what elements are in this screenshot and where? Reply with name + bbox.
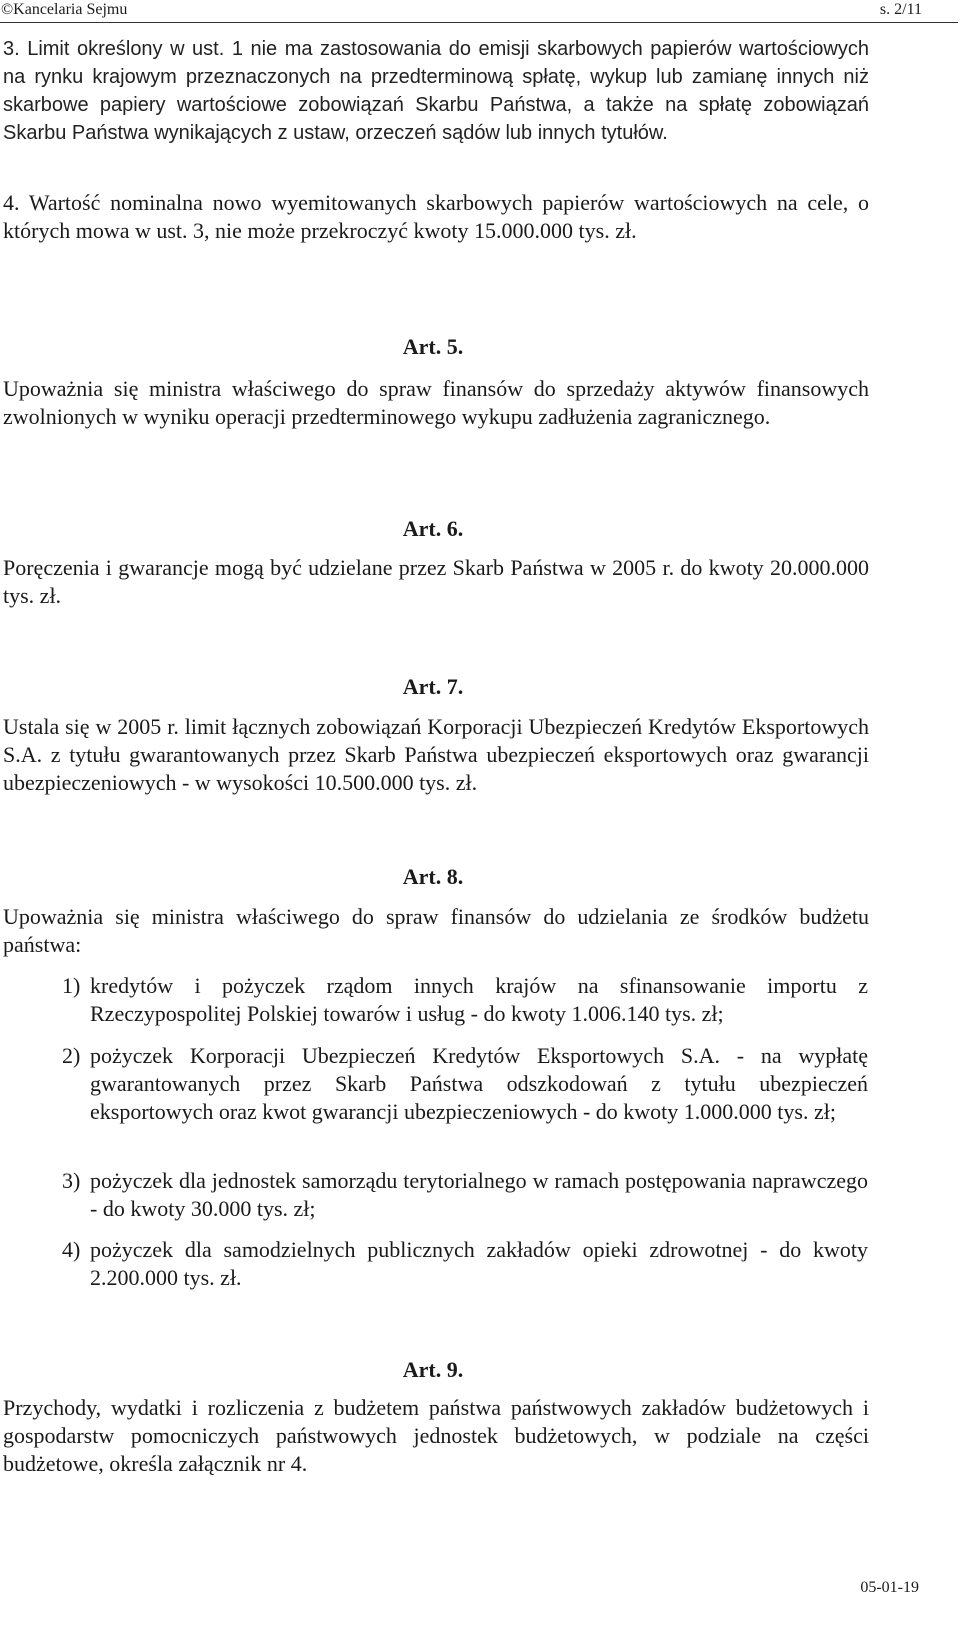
art-6-title: Art. 6. [402, 516, 464, 541]
art-5-title: Art. 5. [402, 334, 464, 359]
paragraph-3: 3. Limit określony w ust. 1 nie ma zastosowania do emisji skarbowych papierów wartościowych na rynku krajowym przeznaczonych na przedterminową spłatę, wykup lub zamianę innych niż skarbowe papiery wartościowe zobowiązań Skarbu Państwa, a także na spłatę zobowiązań Skarbu Państwa wynikających z ustaw, orzeczeń sądów lub innych tytułów. [3, 38, 869, 144]
art-9-title: Art. 9. [402, 1357, 464, 1382]
list-text: pożyczek dla samodzielnych publicznych zakładów opieki zdrowotnej - do kwoty 2.200.000 tys. zł. [90, 1237, 868, 1290]
art-8-list-item [62, 1167, 868, 1223]
header-divider [0, 22, 958, 23]
header-source: ©Kancelaria Sejmu [1, 1, 128, 18]
art-8-list-item [62, 1236, 868, 1292]
list-number: 4) [62, 1237, 81, 1262]
list-number: 1) [62, 973, 81, 998]
art-5-text: Upoważnia się ministra właściwego do spraw finansów do sprzedaży aktywów finansowych zwolnionych w wyniku operacji przedterminowego wykupu zadłużenia zagranicznego. [3, 376, 869, 429]
paragraph-4: 4. Wartość nominalna nowo wyemitowanych skarbowych papierów wartościowych na cele, o których mowa w ust. 3, nie może przekroczyć kwoty 15.000.000 tys. zł. [3, 190, 869, 243]
art-6-text: Poręczenia i gwarancje mogą być udzielane przez Skarb Państwa w 2005 r. do kwoty 20.000.000 tys. zł. [3, 555, 869, 608]
page-footer-date: 05-01-19 [860, 1579, 919, 1596]
art-8-title: Art. 8. [402, 864, 464, 889]
page-header [0, 0, 960, 20]
art-8-intro: Upoważnia się ministra właściwego do spraw finansów do udzielania ze środków budżetu państwa: [3, 904, 869, 957]
art-9-text: Przychody, wydatki i rozliczenia z budżetem państwa państwowych zakładów budżetowych i gospodarstw pomocniczych państwowych jednostek budżetowych, w podziale na części budżetowe, określa załącznik nr 4. [3, 1395, 869, 1476]
list-number: 3) [62, 1168, 81, 1193]
art-7-text: Ustala się w 2005 r. limit łącznych zobowiązań Korporacji Ubezpieczeń Kredytów Eksportowych S.A. z tytułu gwarantowanych przez Skarb Państwa ubezpieczeń eksportowych oraz gwarancji ubezpieczeniowych - w wysokości 10.500.000 tys. zł. [3, 714, 869, 795]
list-text: pożyczek dla jednostek samorządu terytorialnego w ramach postępowania naprawczego - do kwoty 30.000 tys. zł; [90, 1168, 868, 1221]
art-8-list-item [62, 1042, 868, 1154]
list-text: kredytów i pożyczek rządom innych krajów na sfinansowanie importu z Rzeczypospolitej Polskiej towarów i usług - do kwoty 1.006.140 tys. zł; [90, 973, 868, 1026]
art-8-list-item [62, 972, 868, 1028]
header-page-number: s. 2/11 [879, 1, 922, 18]
art-7-title: Art. 7. [402, 674, 464, 699]
list-text: pożyczek Korporacji Ubezpieczeń Kredytów Eksportowych S.A. - na wypłatę gwarantowanych przez Skarb Państwa odszkodowań z tytułu ubezpieczeń eksportowych oraz kwot gwarancji ubezpieczeniowych - do kwoty 1.000.000 tys. zł; [90, 1043, 868, 1124]
list-number: 2) [62, 1043, 81, 1068]
